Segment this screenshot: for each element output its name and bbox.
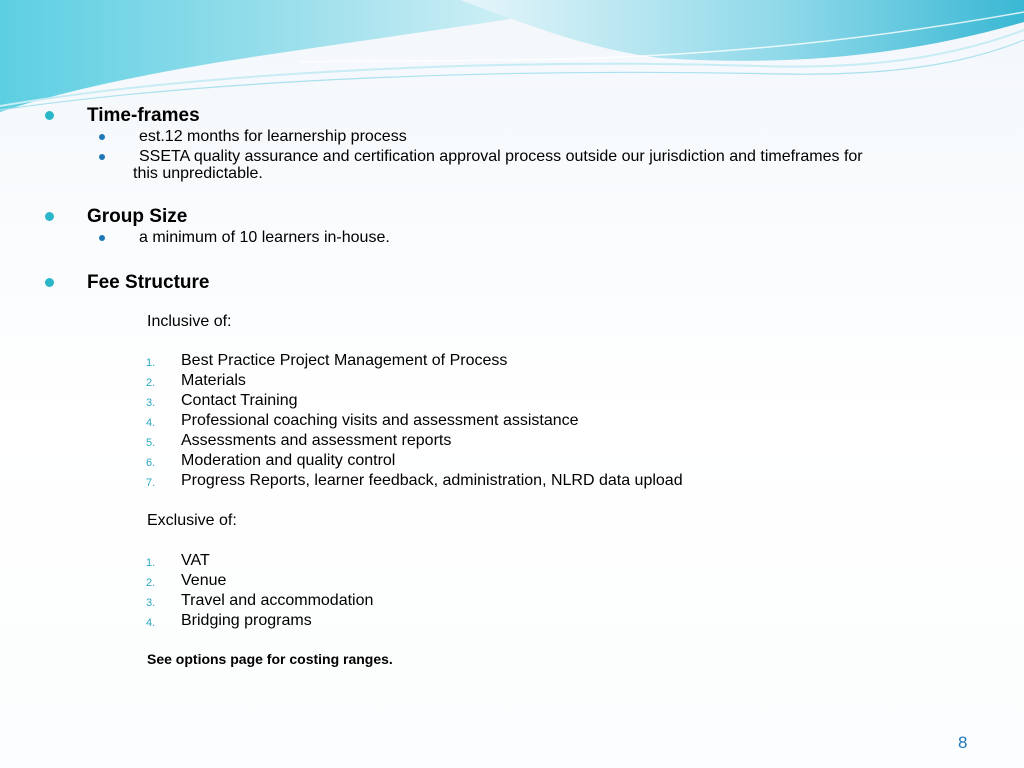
heading-group-size: Group Size	[87, 206, 188, 227]
list-number: 6.	[146, 457, 156, 469]
inclusive-item: Materials	[181, 372, 246, 389]
inclusive-item: Progress Reports, learner feedback, administration, NLRD data upload	[181, 472, 683, 489]
sub-bullet-icon	[99, 235, 105, 241]
list-number: 7.	[146, 477, 156, 489]
list-number: 3.	[146, 397, 156, 409]
bullet-icon	[45, 278, 54, 287]
exclusive-item: Travel and accommodation	[181, 592, 374, 609]
inclusive-item: Moderation and quality control	[181, 452, 396, 469]
sub-bullet-icon	[99, 154, 105, 160]
group-size-item-1: a minimum of 10 learners in-house.	[139, 229, 390, 246]
list-number: 2.	[146, 577, 156, 589]
bullet-icon	[45, 212, 54, 221]
list-number: 2.	[146, 377, 156, 389]
list-number: 1.	[146, 357, 156, 369]
time-frames-item-2-line-1: SSETA quality assurance and certification approval process outside our jurisdiction and timeframes for	[139, 148, 863, 165]
heading-time-frames: Time-frames	[87, 105, 200, 126]
sub-bullet-icon	[99, 134, 105, 140]
list-number: 3.	[146, 597, 156, 609]
exclusive-item: Bridging programs	[181, 612, 312, 629]
inclusive-item: Best Practice Project Management of Process	[181, 352, 508, 369]
inclusive-label: Inclusive of:	[147, 313, 232, 330]
exclusive-item: Venue	[181, 572, 227, 589]
page-number: 8	[958, 733, 968, 752]
exclusive-label: Exclusive of:	[147, 512, 237, 529]
heading-fee-structure: Fee Structure	[87, 272, 210, 293]
list-number: 4.	[146, 617, 156, 629]
exclusive-item: VAT	[181, 552, 210, 569]
inclusive-item: Assessments and assessment reports	[181, 432, 452, 449]
inclusive-item: Professional coaching visits and assessment assistance	[181, 412, 579, 429]
inclusive-item: Contact Training	[181, 392, 298, 409]
bullet-icon	[45, 111, 54, 120]
time-frames-item-1: est.12 months for learnership process	[139, 128, 407, 145]
costing-note: See options page for costing ranges.	[147, 651, 393, 667]
list-number: 4.	[146, 417, 156, 429]
list-number: 1.	[146, 557, 156, 569]
time-frames-item-2-line-2: this unpredictable.	[133, 165, 263, 182]
list-number: 5.	[146, 437, 156, 449]
time-frames-item-2	[133, 148, 989, 182]
